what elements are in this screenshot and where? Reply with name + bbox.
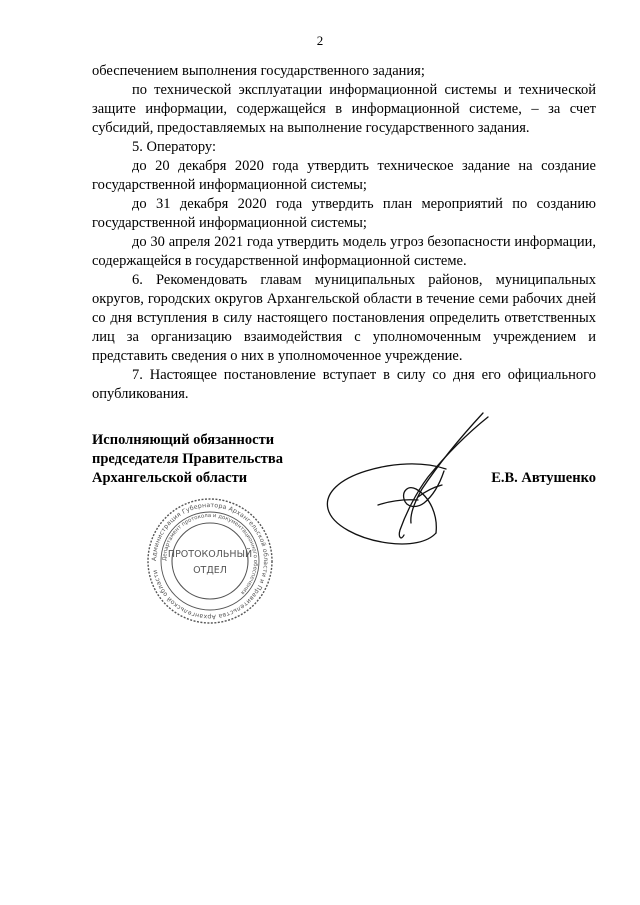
stamp-center-line: ПРОТОКОЛЬНЫЙ — [167, 549, 253, 560]
signatory-title — [92, 431, 283, 488]
paragraph-3: 5. Оператору: — [132, 139, 217, 155]
paragraph-4: до 20 декабря 2020 года утвердить техническое задание на создание государственной информационной системы; — [92, 158, 596, 193]
paragraph-5: до 31 декабря 2020 года утвердить план мероприятий по созданию государственной информационной системы; — [92, 196, 596, 231]
page-number: 2 — [316, 33, 324, 48]
paragraph-8: 7. Настоящее постановление вступает в силу со дня его официального опубликования. — [92, 367, 596, 402]
stamp-center-line: ОТДЕЛ — [193, 565, 227, 576]
document-body — [92, 62, 596, 404]
stamp-inner-text: Департамент протокола и документационного обеспечения — [161, 512, 259, 596]
paragraph-6: до 30 апреля 2021 года утвердить модель угроз безопасности информации, содержащейся в государственной информационной системе. — [92, 234, 596, 269]
paragraph-2: по технической эксплуатации информационной системы и технической защите информации, содержащейся в информационной системе, – за счет субсидий, предоставляемых на выполнение государственного задания. — [92, 82, 596, 136]
stamp-outer-text: Администрация Губернатора Архангельской области и Правительства Архангельской области — [150, 501, 270, 621]
signatory-title-line: Архангельской области — [92, 470, 248, 486]
paragraph-7: 6. Рекомендовать главам муниципальных районов, муниципальных округов, городских округов Архангельской области в течение семи рабочих дней со дня вступления в силу настоящего постановления определить ответственных лиц за организацию взаимодействия с уполномоченным учреждением и представить сведения о них в уполномоченное учреждение. — [92, 272, 596, 364]
official-stamp — [145, 496, 275, 626]
signatory-title-line: председателя Правительства — [92, 451, 284, 467]
signatory-name: Е.В. Автушенко — [491, 470, 596, 486]
paragraph-1: обеспечением выполнения государственного задания; — [92, 63, 425, 79]
handwritten-signature — [318, 405, 498, 550]
signatory-title-line: Исполняющий обязанности — [92, 432, 275, 448]
